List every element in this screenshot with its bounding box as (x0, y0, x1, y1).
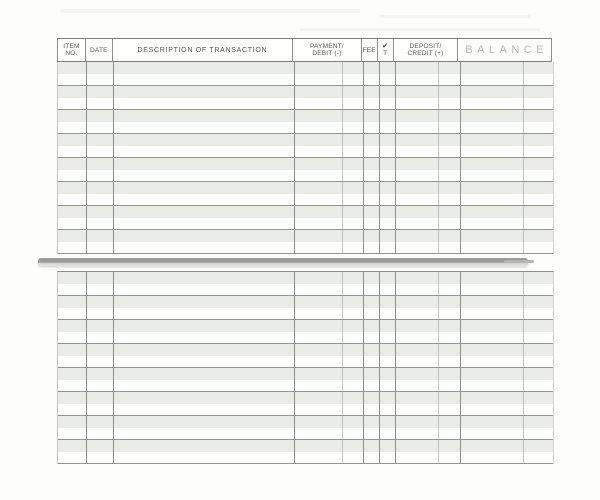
fee-label: FEE (362, 46, 376, 54)
column-header-item-no (58, 39, 86, 61)
deposit-label-line1: DEPOSIT/ (409, 43, 442, 50)
register-row (58, 440, 553, 464)
register-row (58, 110, 553, 134)
scan-smudge (300, 28, 540, 31)
column-header-payment-debit (293, 39, 362, 61)
item-no-label-line2: NO. (65, 50, 78, 57)
register-rows-bottom-half (57, 271, 554, 464)
column-header-description (113, 39, 293, 61)
payment-label-line2: DEBIT (-) (312, 50, 342, 57)
item-no-label-line1: ITEM (63, 43, 80, 50)
deposit-label-line2: CREDIT (+) (407, 50, 444, 57)
column-header-cleared (378, 39, 394, 61)
column-divider-line (379, 62, 380, 254)
column-divider-line (379, 272, 380, 464)
column-divider-line (460, 62, 461, 254)
column-header-date (86, 39, 113, 61)
column-divider-line (363, 272, 364, 464)
register-row (58, 230, 553, 254)
column-divider-line (438, 62, 439, 254)
column-header-fee (362, 39, 378, 61)
register-row (58, 272, 553, 296)
register-rows-top-half (57, 62, 554, 254)
register-row (58, 320, 553, 344)
checkmark-icon: ✔ (382, 43, 389, 50)
column-divider-line (342, 272, 343, 464)
register-row (58, 62, 553, 86)
register-row (58, 392, 553, 416)
column-divider-line (342, 62, 343, 254)
date-label: DATE (90, 46, 108, 54)
register-row (58, 182, 553, 206)
cleared-t-label: T (383, 50, 388, 57)
register-row (58, 416, 553, 440)
balance-label: BALANCE (465, 43, 549, 56)
scan-smudge (60, 9, 360, 13)
column-divider-line (395, 272, 396, 464)
column-header-deposit-credit (394, 39, 459, 61)
column-divider-line (294, 62, 295, 254)
column-divider-line (294, 272, 295, 464)
scan-smudge (380, 15, 530, 18)
register-row (58, 86, 553, 110)
column-divider-line (113, 62, 114, 254)
column-divider-line (113, 272, 114, 464)
register-row (58, 206, 553, 230)
register-header-row (57, 38, 552, 62)
column-divider-line (395, 62, 396, 254)
register-row (58, 296, 553, 320)
column-header-balance (458, 39, 551, 61)
column-divider-line (523, 272, 524, 464)
register-row (58, 134, 553, 158)
column-divider-line (523, 62, 524, 254)
column-divider-line (86, 62, 87, 254)
column-divider-line (460, 272, 461, 464)
page-binding-separator (38, 258, 528, 266)
column-divider-line (363, 62, 364, 254)
description-label: DESCRIPTION OF TRANSACTION (137, 46, 268, 54)
register-row (58, 344, 553, 368)
column-divider-line (438, 272, 439, 464)
register-row (58, 158, 553, 182)
register-row (58, 368, 553, 392)
column-divider-line (86, 272, 87, 464)
payment-label-line1: PAYMENT/ (309, 43, 344, 50)
